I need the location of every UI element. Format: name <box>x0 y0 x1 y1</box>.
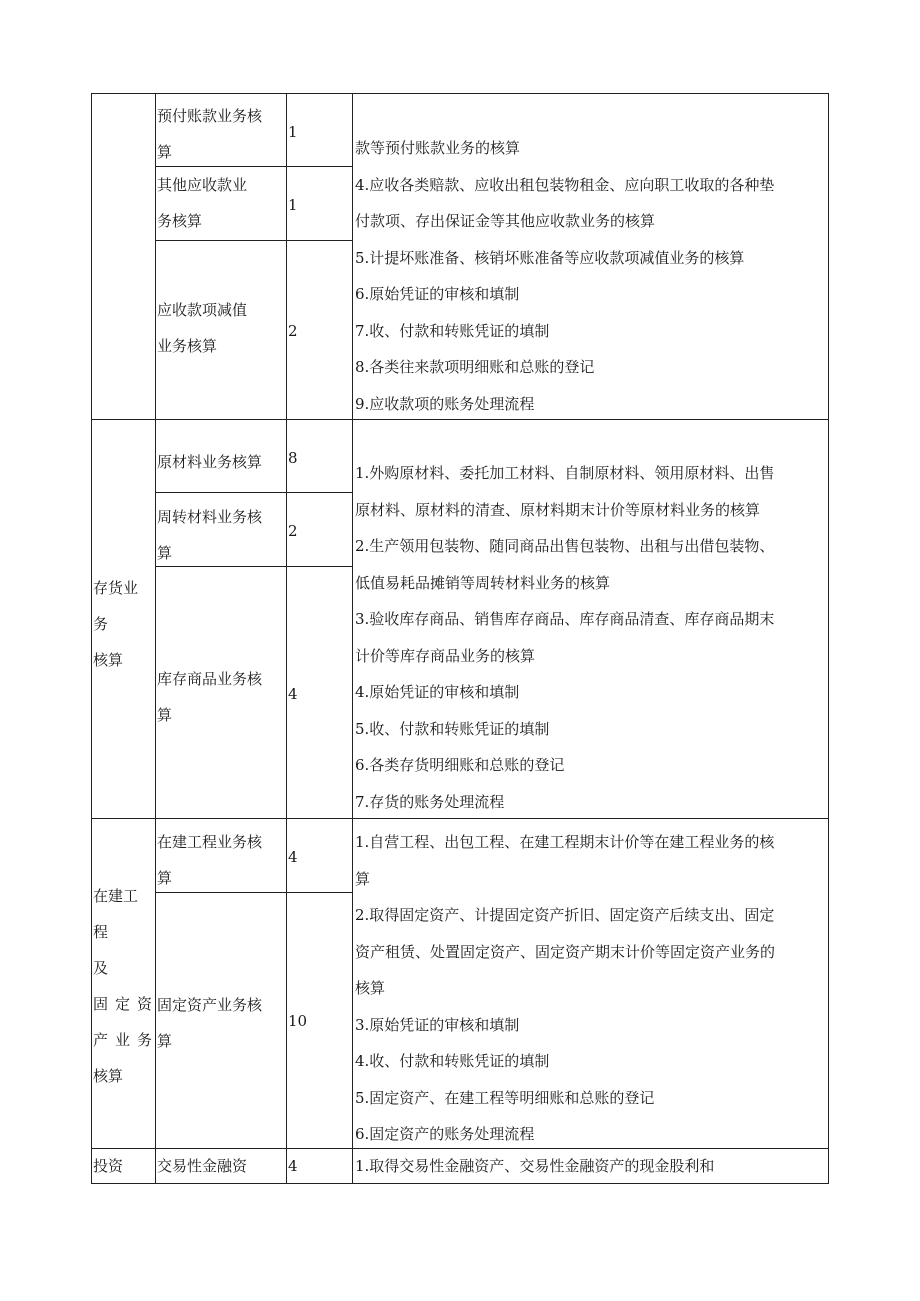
item-hours: 4 <box>288 685 298 703</box>
category-label: 投资 <box>93 1157 124 1175</box>
item-hours: 2 <box>288 322 298 340</box>
content-list: 款等预付账款业务的核算 4.应收各类赔款、应收出租包装物租金、应向职工收取的各种垫 付款项、存出保证金等其他应收款业务的核算 5.计提坏账准备、核销坏账准备等应收款项减值业务的核算 6.原始凭证的审核和填制 7.收、付款和转账凭证的填制 8.各类往来款项明细账和总账的登记 9.应收款项的账务处理流程 <box>355 139 775 413</box>
item-name: 周转材料业务核 算 <box>157 508 263 562</box>
item-hours: 8 <box>288 449 298 467</box>
item-name: 固定资产业务核 算 <box>157 996 263 1050</box>
content-list: 1.自营工程、出包工程、在建工程期末计价等在建工程业务的核 算 2.取得固定资产、计提固定资产折旧、固定资产后续支出、固定 资产租赁、处置固定资产、固定资产期末计价等固定资产业务的 核算 3.原始凭证的审核和填制 4.收、付款和转账凭证的填制 5.固定资产、在建工程等明细账和总账的登记 6.固定资产的账务处理流程 <box>355 833 776 1143</box>
item-name: 库存商品业务核 算 <box>157 670 263 724</box>
category-label: 存货业 务 核算 <box>93 579 139 669</box>
item-hours: 1 <box>288 123 298 141</box>
item-name: 应收款项减值 业务核算 <box>157 301 248 355</box>
content-list: 1.外购原材料、委托加工材料、自制原材料、领用原材料、出售 原材料、原材料的清查、原材料期末计价等原材料业务的核算 2.生产领用包装物、随同商品出售包装物、出租与出借包装物、 低值易耗品摊销等周转材料业务的核算 3.验收库存商品、销售库存商品、库存商品清查、库存商品期末 计价等库存商品业务的核算 4.原始凭证的审核和填制 5.收、付款和转账凭证的填制 6.各类存货明细账和总账的登记 7.存货的账务处理流程 <box>355 464 775 811</box>
item-name: 在建工程业务核 算 <box>157 833 263 887</box>
item-name: 预付账款业务核 算 <box>157 107 263 161</box>
item-hours: 10 <box>288 1012 308 1030</box>
item-hours: 4 <box>288 848 298 866</box>
item-name: 原材料业务核算 <box>157 453 263 471</box>
item-name: 其他应收款业 务核算 <box>157 176 248 230</box>
category-label: 在建工 程 及 固定资 产业务 核算 <box>93 887 160 1085</box>
item-name: 交易性金融资 <box>157 1157 248 1175</box>
item-hours: 1 <box>288 196 298 214</box>
item-hours: 2 <box>288 522 298 540</box>
content-list: 1.取得交易性金融资产、交易性金融资产的现金股利和 <box>355 1157 715 1175</box>
item-hours: 4 <box>288 1157 298 1175</box>
